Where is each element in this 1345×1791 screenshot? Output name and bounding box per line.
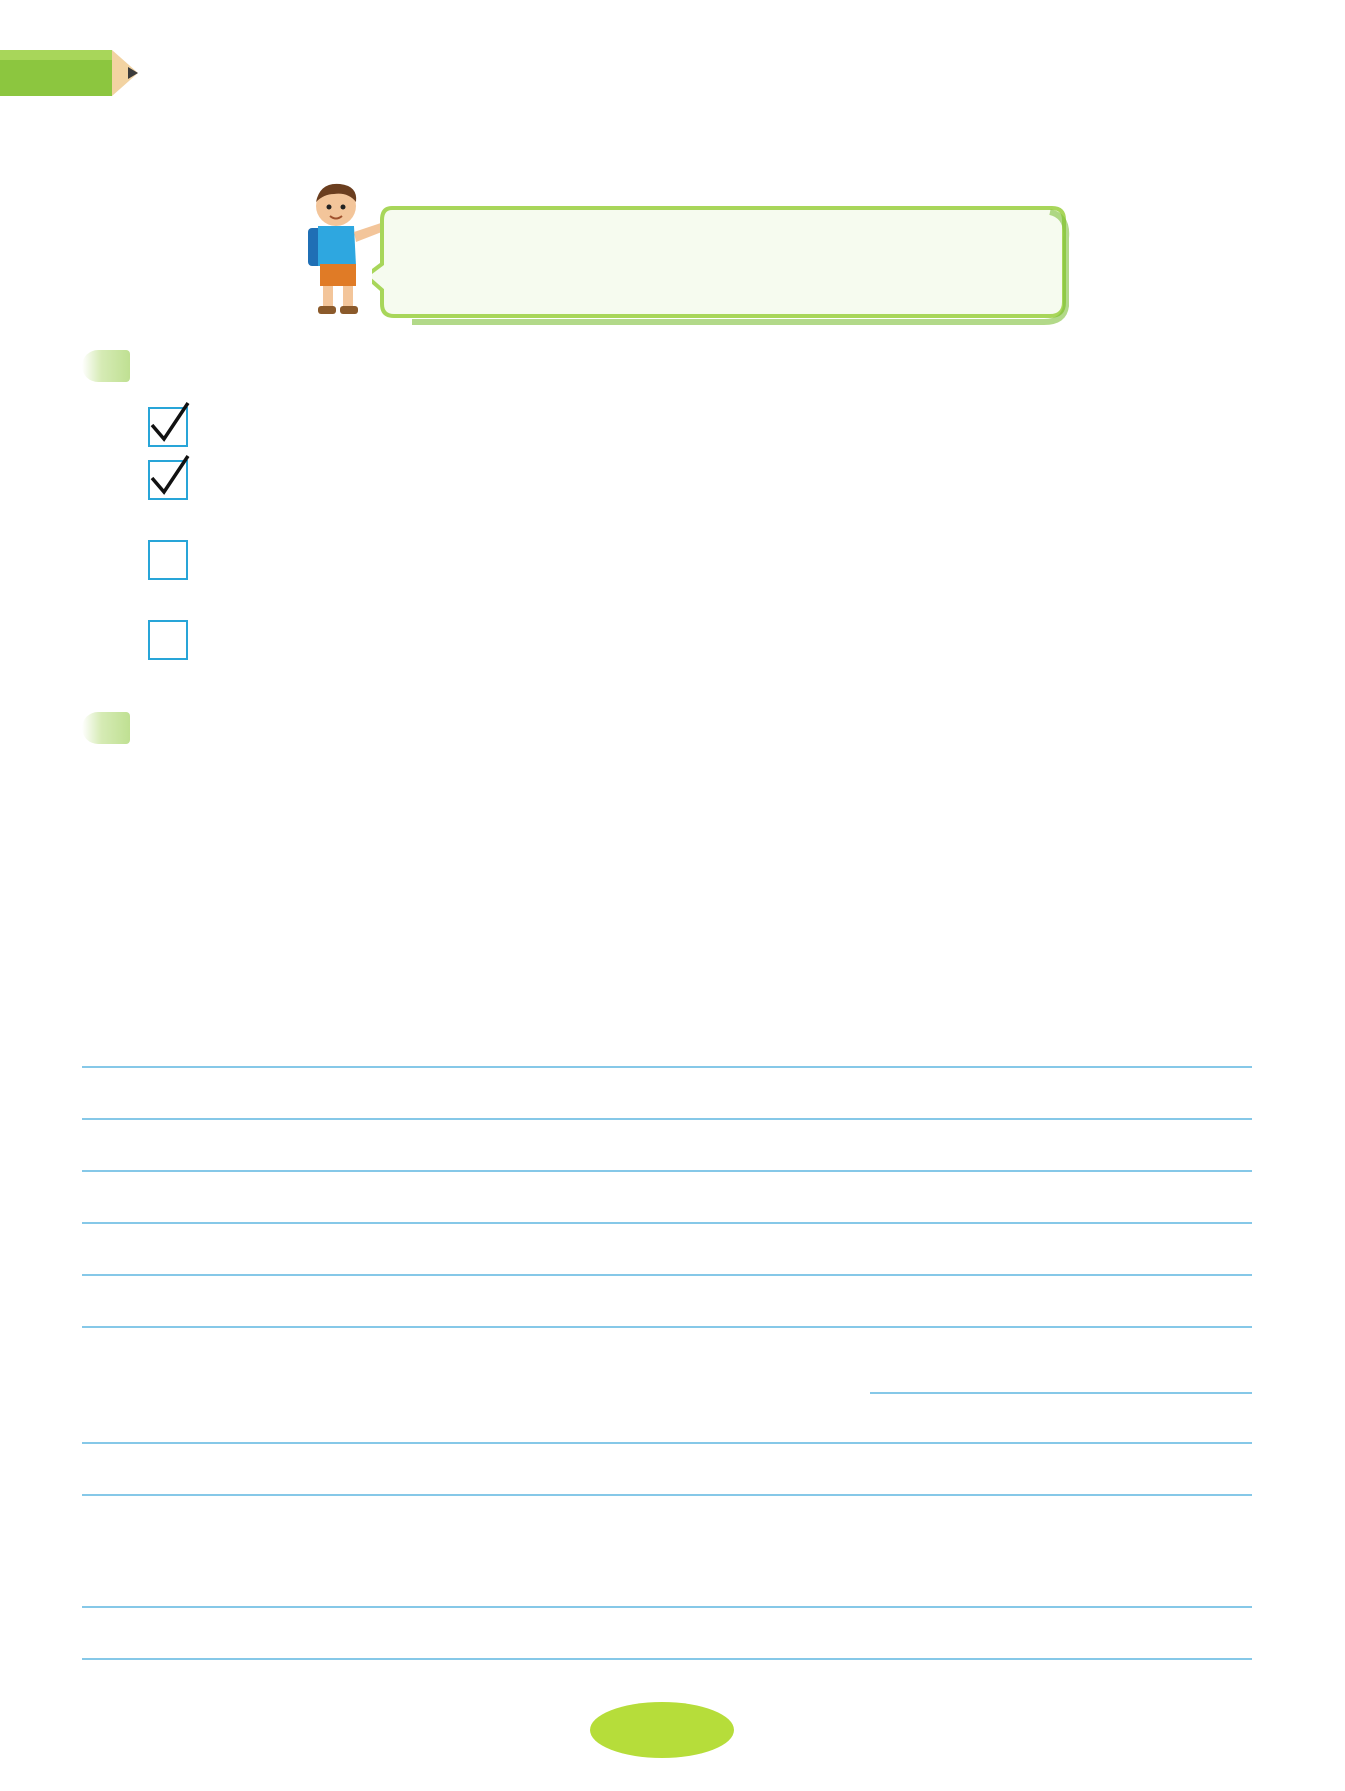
- statement-checkbox[interactable]: [148, 407, 188, 447]
- task1-heading: [82, 350, 136, 389]
- writing-line: [82, 1170, 1252, 1172]
- statement-checkbox[interactable]: [148, 540, 188, 580]
- checkmark-icon: [146, 399, 192, 447]
- writing-line: [82, 1326, 1252, 1328]
- writing-line: [82, 1442, 1252, 1444]
- pencil-dotted-bar: [0, 38, 1345, 108]
- page-number-footer: [420, 1700, 940, 1760]
- task2-heading: [82, 712, 136, 751]
- writing-line: [82, 1658, 1252, 1660]
- statement-checkbox[interactable]: [148, 620, 188, 660]
- page-number-badge: [590, 1702, 734, 1758]
- writing-line: [82, 1606, 1252, 1608]
- writing-line: [870, 1392, 1252, 1394]
- statement-checkbox[interactable]: [148, 460, 188, 500]
- writing-line: [82, 1066, 1252, 1068]
- writing-line: [82, 1118, 1252, 1120]
- task-number-badge: [82, 712, 130, 744]
- writing-line: [82, 1274, 1252, 1276]
- checkmark-icon: [146, 452, 192, 500]
- writing-line: [82, 1222, 1252, 1224]
- task-number-badge: [82, 350, 130, 382]
- pencil-icon: [0, 50, 138, 96]
- writing-line: [82, 1494, 1252, 1496]
- topic-banner: [372, 198, 1072, 328]
